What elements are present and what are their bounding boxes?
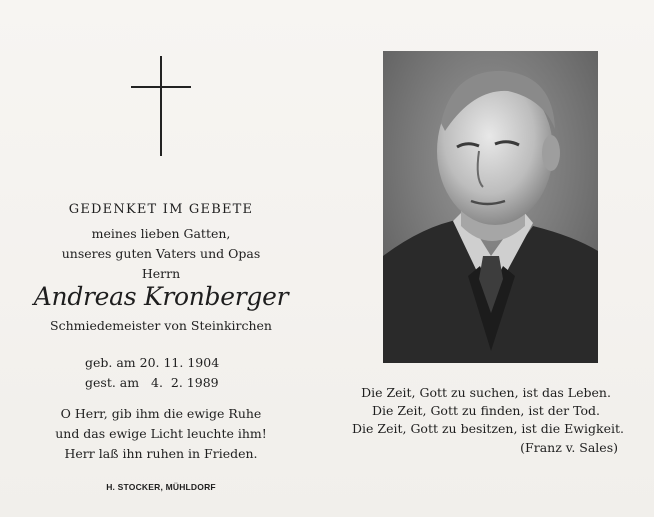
death-date: gest. am 4. 2. 1989 <box>85 375 219 390</box>
prayer-line: O Herr, gib ihm die ewige Ruhe <box>60 406 262 421</box>
quote-line: Die Zeit, Gott zu suchen, ist das Leben. <box>361 385 611 400</box>
header-text: GEDENKET IM GEBETE <box>68 202 254 217</box>
quote-source: (Franz v. Sales) <box>520 440 618 455</box>
quote-line: Die Zeit, Gott zu besitzen, ist die Ewigkeit. <box>352 421 624 436</box>
prayer-line: Herr laß ihn ruhen in Frieden. <box>64 446 258 461</box>
intro-line: unseres guten Vaters und Opas <box>61 246 261 261</box>
prayer-line: und das ewige Licht leuchte ihm! <box>55 426 267 441</box>
printer-imprint: H. STOCKER, MÜHLDORF <box>106 482 216 492</box>
intro-line: Herrn <box>141 266 181 281</box>
left-panel <box>0 0 322 517</box>
deceased-name: Andreas Kronberger <box>33 282 289 311</box>
intro-line: meines lieben Gatten, <box>91 226 231 241</box>
birth-date: geb. am 20. 11. 1904 <box>85 355 220 370</box>
quote-line: Die Zeit, Gott zu finden, ist der Tod. <box>372 403 600 418</box>
occupation: Schmiedemeister von Steinkirchen <box>50 318 272 333</box>
cross-icon <box>131 56 191 156</box>
portrait-photo <box>383 51 598 363</box>
